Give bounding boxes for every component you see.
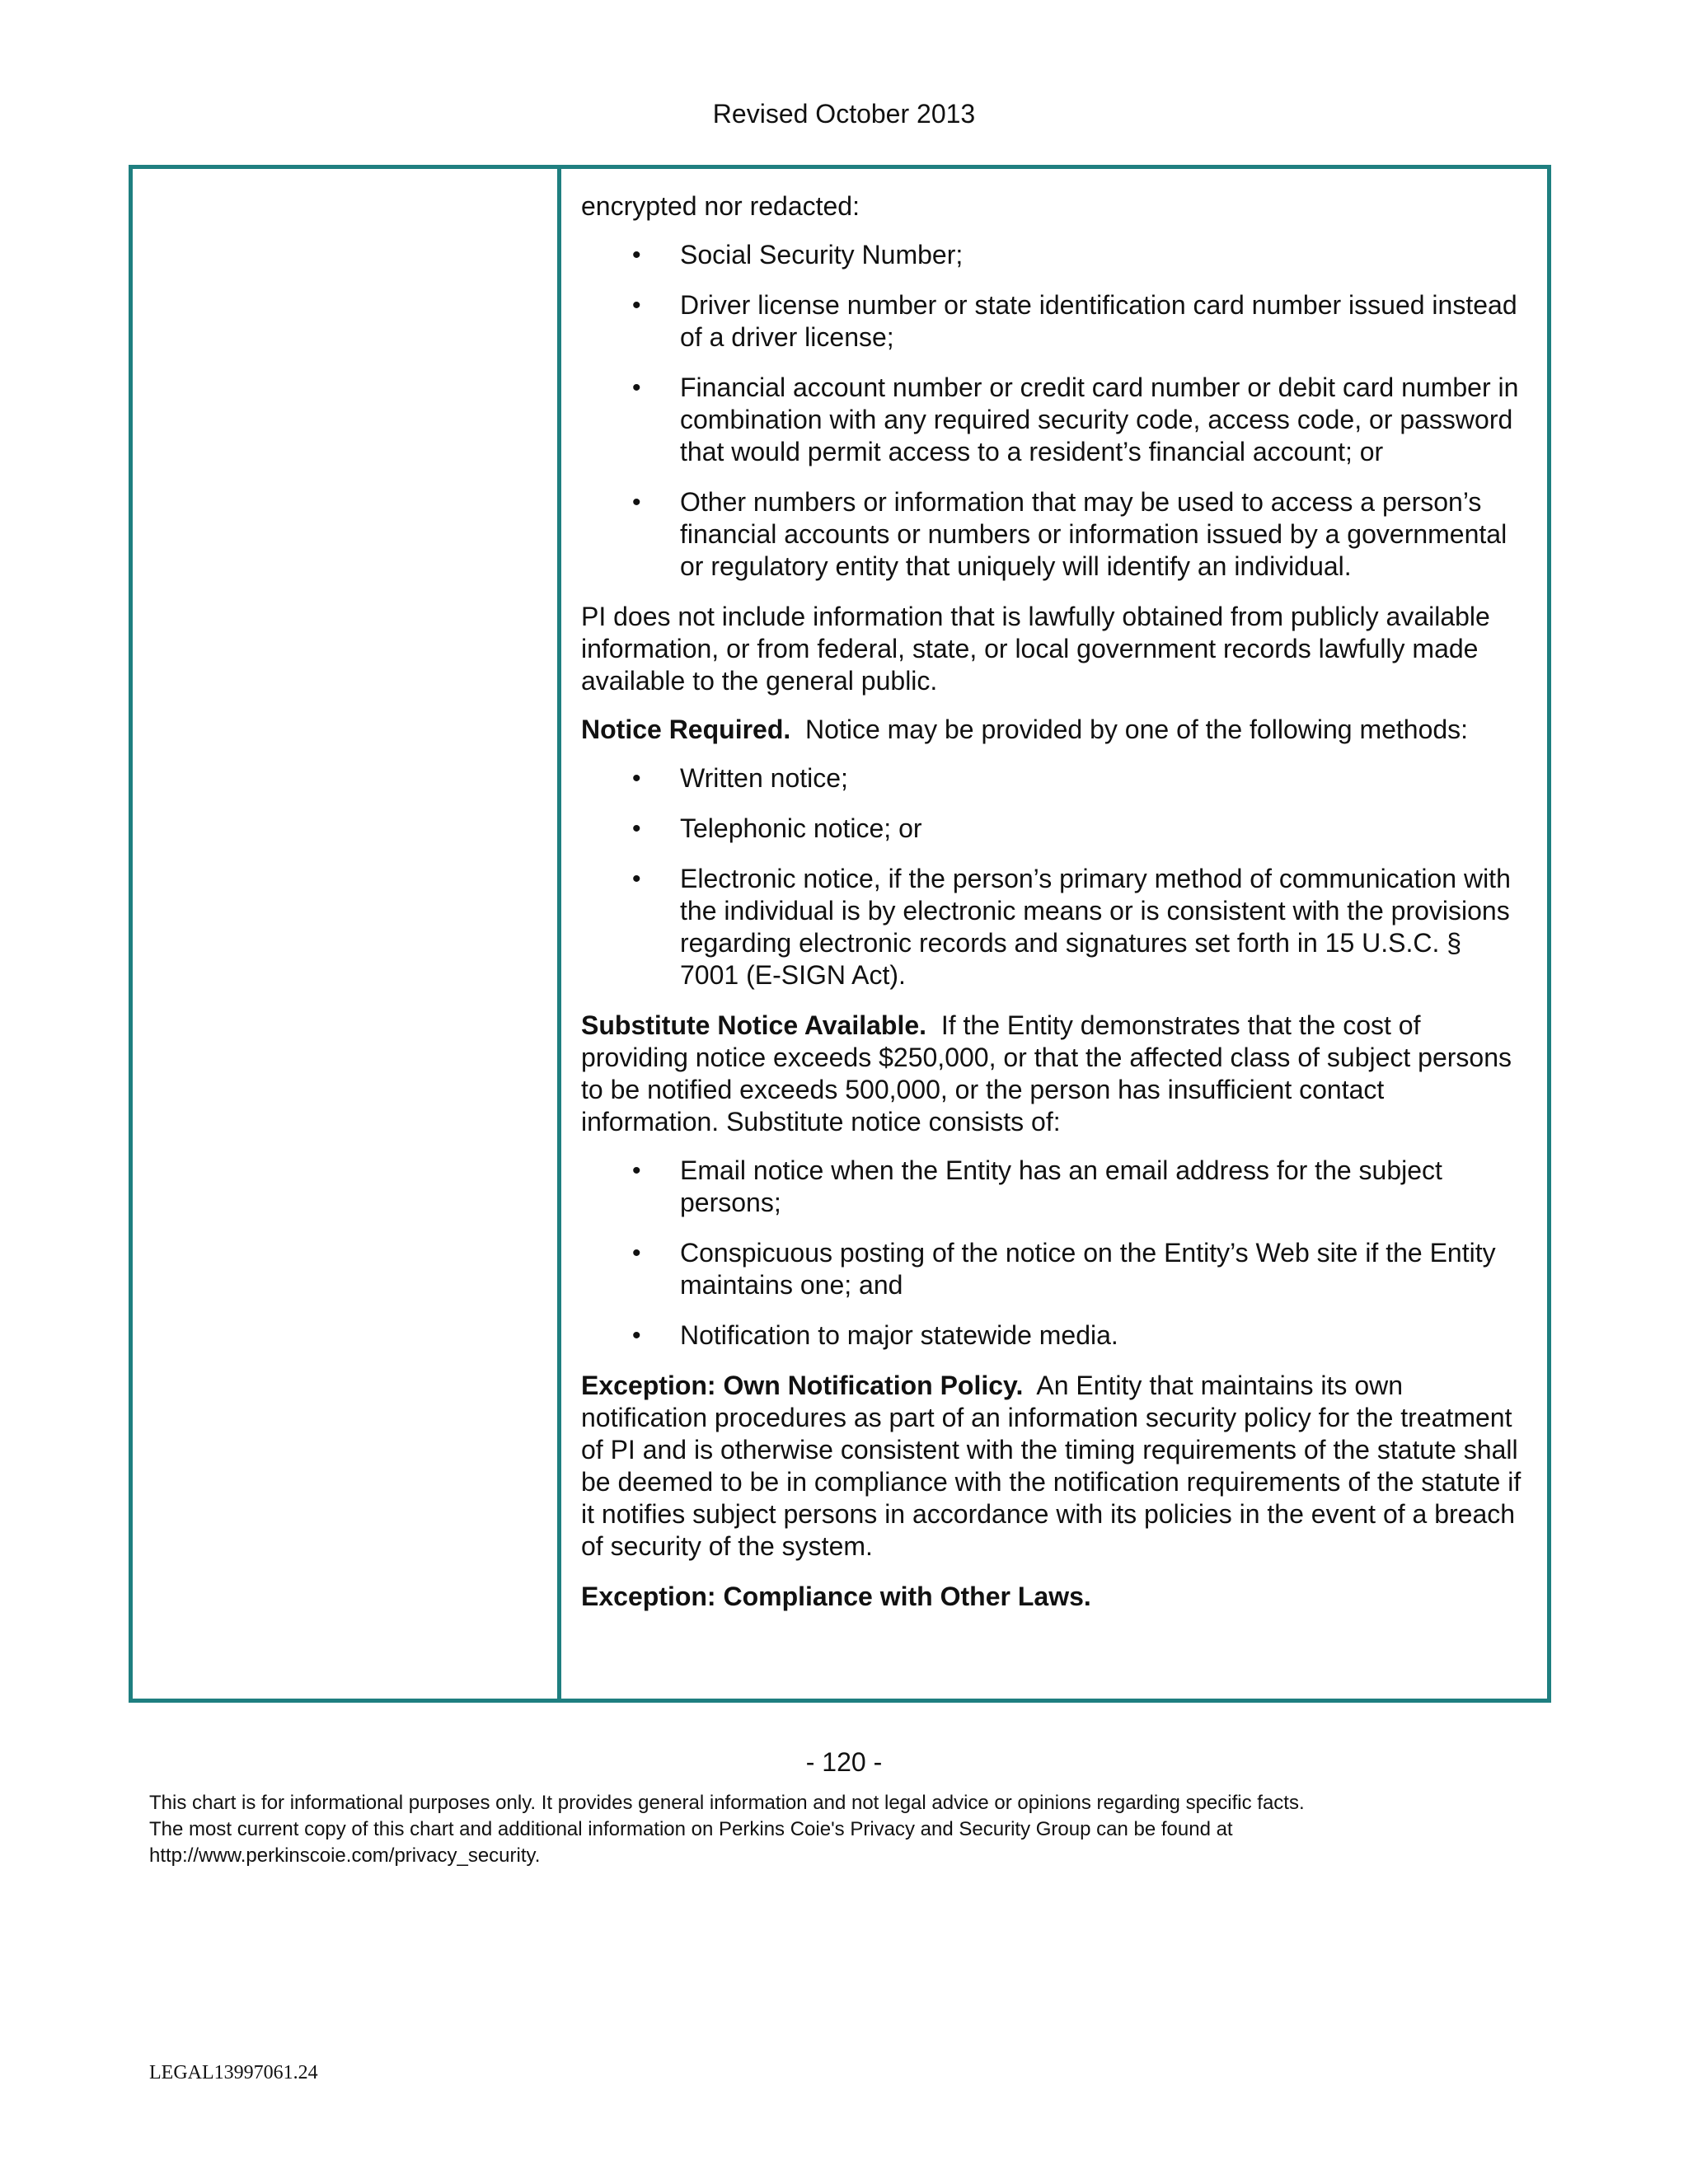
list-item: • Telephonic notice; or <box>632 813 922 843</box>
substitute-notice-text: If the Entity demonstrates that the cost of providing notice exceeds $250,000, or that the affected class of subject persons to be notified exceeds 500,000, or the person has insufficient contact information. Substitute notice consists of: <box>581 1010 1512 1137</box>
bullet-icon: • <box>632 241 641 269</box>
state-law-table <box>129 165 1551 1703</box>
disclaimer-line: The most current copy of this chart and additional information on Perkins Coie's Privacy and Security Group can be found at <box>149 1818 1233 1840</box>
disclaimer-url: http://www.perkinscoie.com/privacy_security. <box>149 1844 541 1867</box>
bullet-icon: • <box>632 765 641 792</box>
bullet-icon: • <box>632 1157 641 1184</box>
exception-other-laws-paragraph <box>581 1581 1527 1613</box>
list-item: • Written notice; <box>632 763 848 793</box>
document-id: LEGAL13997061.24 <box>149 2062 318 2083</box>
list-item: • Other numbers or information that may be used to access a person’s financial accounts or numbers or information issued by a governmental or regulatory entity that uniquely will identify an individual. <box>632 487 1507 581</box>
list-item: • Electronic notice, if the person’s primary method of communication with the individual is by electronic means or is consistent with the provisions regarding electronic records and signatures set forth in 15 U.S.C. § 7001 (E-SIGN Act). <box>632 864 1511 990</box>
list-item: • Financial account number or credit card number or debit card number in combination with any required security code, access code, or password that would permit access to a resident’s financial account; or <box>632 373 1519 466</box>
intro-text: encrypted nor redacted: <box>581 191 860 221</box>
exception-own-policy-paragraph <box>581 1370 1527 1563</box>
bullet-icon: • <box>632 374 641 401</box>
bullet-icon: • <box>632 1322 641 1349</box>
notice-required-heading: Notice Required. <box>581 715 791 744</box>
exception-own-policy-text: An Entity that maintains its own notification procedures as part of an information security policy for the treatment of PI and is otherwise consistent with the timing requirements of the statute shall be deemed to be in compliance with the notification requirements of the statute if it notifies subject persons in accordance with its policies in the event of a breach of security of the system. <box>581 1371 1522 1561</box>
disclaimer-line: This chart is for informational purposes only. It provides general information and not legal advice or opinions regarding specific facts. <box>149 1792 1305 1814</box>
list-item: • Social Security Number; <box>632 240 964 269</box>
substitute-notice-list <box>581 1155 1527 1352</box>
bullet-icon: • <box>632 865 641 893</box>
pi-exclusion-text: PI does not include information that is lawfully obtained from publicly available information, or from federal, state, or local government records lawfully made available to the general public. <box>581 602 1490 696</box>
bullet-icon: • <box>632 489 641 516</box>
bullet-icon: • <box>632 292 641 319</box>
disclaimer <box>149 1790 1616 1869</box>
revision-header: Revised October 2013 <box>712 99 976 129</box>
notice-required-paragraph <box>581 714 1527 746</box>
list-item: • Conspicuous posting of the notice on the Entity’s Web site if the Entity maintains one; and <box>632 1238 1496 1300</box>
list-item: • Driver license number or state identification card number issued instead of a driver license; <box>632 290 1517 352</box>
bullet-icon: • <box>632 815 641 842</box>
bullet-icon: • <box>632 1240 641 1267</box>
notice-methods-list <box>581 762 1527 991</box>
state-column-cell <box>133 169 561 1699</box>
exception-own-policy-heading: Exception: Own Notification Policy. <box>581 1371 1024 1400</box>
substitute-notice-paragraph <box>581 1010 1527 1138</box>
page-number: - 120 - <box>805 1747 883 1777</box>
exception-other-laws-heading: Exception: Compliance with Other Laws. <box>581 1582 1091 1611</box>
list-item: • Email notice when the Entity has an email address for the subject persons; <box>632 1155 1442 1217</box>
pi-elements-list <box>581 239 1527 583</box>
substitute-notice-heading: Substitute Notice Available. <box>581 1010 927 1040</box>
details-column-cell <box>561 169 1547 1699</box>
list-item: • Notification to major statewide media. <box>632 1320 1118 1350</box>
notice-required-text: Notice may be provided by one of the following methods: <box>805 715 1469 744</box>
